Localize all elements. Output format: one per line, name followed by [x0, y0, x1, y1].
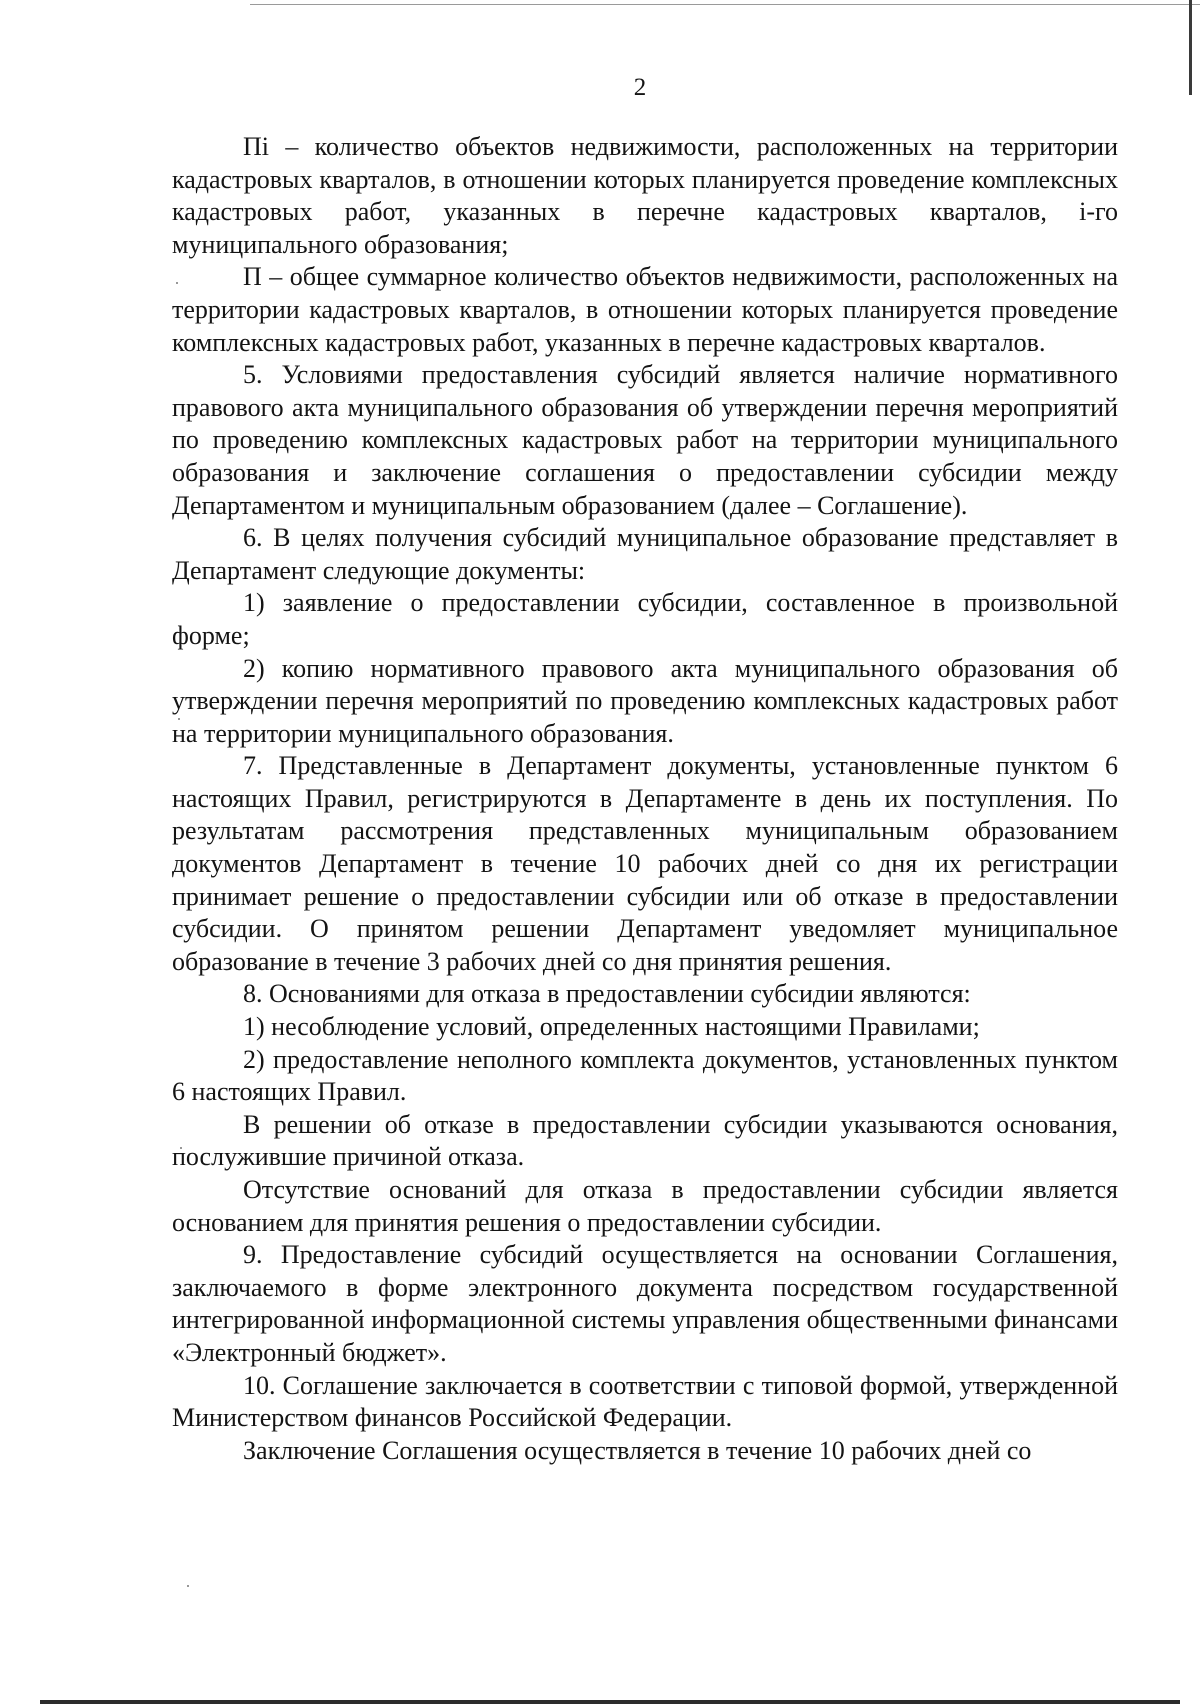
paragraph-refusal-grounds: В решении об отказе в предоставлении субсидии указываются основания, послужившие причиной отказа. [172, 1109, 1118, 1172]
scan-speck [187, 1585, 189, 1587]
paragraph-item-9: 9. Предоставление субсидий осуществляется на основании Соглашения, заключаемого в форме электронного документа посредством государственной интегрированной информационной системы управления общественными финансами «Электронный бюджет». [172, 1240, 1118, 1367]
paragraph-item-6-sub-2: 2) копию нормативного правового акта муниципального образования об утверждении перечня мероприятий по проведению комплексных кадастровых работ на территории муниципального образования. [172, 653, 1118, 748]
paragraph-no-refusal-grounds: Отсутствие оснований для отказа в предоставлении субсидии является основанием для принятия решения о предоставлении субсидии. [172, 1175, 1118, 1237]
paragraph-item-8-sub-1: 1) несоблюдение условий, определенных настоящими Правилами; [243, 1012, 980, 1042]
scan-edge-bottom [40, 1700, 1180, 1704]
paragraph-agreement-conclusion: Заключение Соглашения осуществляется в течение 10 рабочих дней со [243, 1435, 1032, 1465]
paragraph-item-6: 6. В целях получения субсидий муниципальное образование представляет в Департамент следующие документы: [172, 523, 1118, 585]
paragraph-p-definition: П – общее суммарное количество объектов недвижимости, расположенных на территории кадастровых кварталов, в отношении которых планируется проведение комплексных кадастровых работ, указанных в перечне кадастровых кварталов. [172, 262, 1118, 357]
document-body [172, 131, 1118, 1467]
scan-edge-top [250, 4, 1200, 5]
paragraph-pi-definition: Пi – количество объектов недвижимости, расположенных на территории кадастровых кварталов, в отношении которых планируется проведение комплексных кадастровых работ, указанных в перечне кадастровых кварталов, i-го муниципального образования; [172, 132, 1118, 259]
paragraph-item-5: 5. Условиями предоставления субсидий является наличие нормативного правового акта муниципального образования об утверждении перечня мероприятий по проведению комплексных кадастровых работ на территории муниципального образования и заключение соглашения о предоставлении субсидии между Департаментом и муниципальным образованием (далее – Соглашение). [172, 360, 1118, 520]
paragraph-item-8-sub-2: 2) предоставление неполного комплекта документов, установленных пунктом 6 настоящих Правил. [172, 1044, 1118, 1107]
paragraph-item-8: 8. Основаниями для отказа в предоставлении субсидии являются: [243, 979, 971, 1009]
paragraph-item-7: 7. Представленные в Департамент документы, установленные пунктом 6 настоящих Правил, регистрируются в Департаменте в день их поступления. По результатам рассмотрения представленных муниципальным образованием документов Департамент в течение 10 рабочих дней со дня их регистрации принимает решение о предоставлении субсидии или об отказе в предоставлении субсидии. О принятом решении Департамент уведомляет муниципальное образование в течение 3 рабочих дней со дня принятия решения. [172, 751, 1118, 976]
page-number: 2 [633, 74, 647, 101]
paragraph-item-6-sub-1: 1) заявление о предоставлении субсидии, составленное в произвольной форме; [172, 588, 1118, 650]
paragraph-item-10: 10. Соглашение заключается в соответствии с типовой формой, утвержденной Министерством финансов Российской Федерации. [172, 1370, 1118, 1433]
